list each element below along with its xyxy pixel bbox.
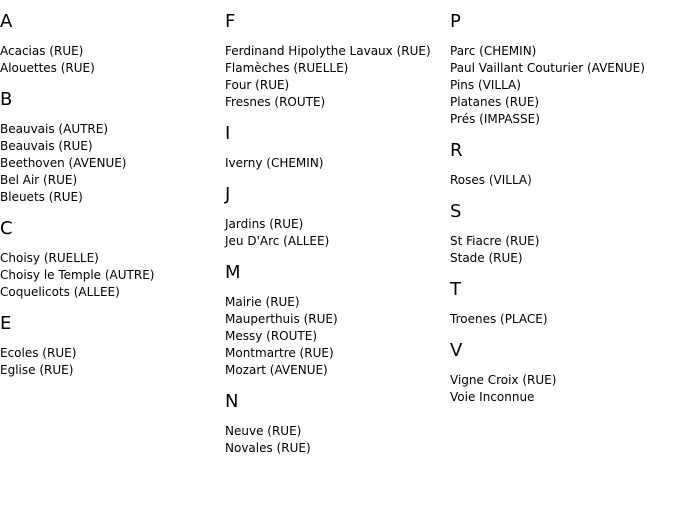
street-item: Jeu D'Arc (ALLEE) xyxy=(225,234,330,248)
letter-group xyxy=(450,201,672,267)
street-item: Stade (RUE) xyxy=(450,251,523,265)
letter-heading: C xyxy=(0,218,13,239)
letter-heading: T xyxy=(450,279,461,300)
letter-group xyxy=(450,140,672,189)
street-item: Bel Air (RUE) xyxy=(0,173,78,187)
street-item: Four (RUE) xyxy=(225,78,290,92)
letter-heading: J xyxy=(225,184,231,205)
street-item: Iverny (CHEMIN) xyxy=(225,156,324,170)
street-item: St Fiacre (RUE) xyxy=(450,234,540,248)
street-item: Novales (RUE) xyxy=(225,441,311,455)
street-item: Pins (VILLA) xyxy=(450,78,521,92)
letter-heading: N xyxy=(225,391,239,412)
letter-heading: A xyxy=(0,11,13,32)
index-column xyxy=(450,11,672,418)
street-item: Ferdinand Hipolythe Lavaux (RUE) xyxy=(225,44,431,58)
street-item: Prés (IMPASSE) xyxy=(450,112,540,126)
letter-group xyxy=(225,262,447,379)
street-item: Beauvais (RUE) xyxy=(0,139,93,153)
street-item: Neuve (RUE) xyxy=(225,424,302,438)
street-item: Coquelicots (ALLEE) xyxy=(0,285,120,299)
letter-group xyxy=(0,11,222,77)
street-item: Choisy le Temple (AUTRE) xyxy=(0,268,155,282)
street-item: Alouettes (RUE) xyxy=(0,61,95,75)
letter-group xyxy=(450,340,672,406)
street-item: Fresnes (ROUTE) xyxy=(225,95,326,109)
street-item: Choisy (RUELLE) xyxy=(0,251,99,265)
index-column xyxy=(0,11,222,391)
letter-heading: E xyxy=(0,313,12,334)
street-item: Bleuets (RUE) xyxy=(0,190,83,204)
letter-group xyxy=(450,279,672,328)
letter-group xyxy=(0,218,222,301)
street-item: Troenes (PLACE) xyxy=(450,312,548,326)
street-item: Mauperthuis (RUE) xyxy=(225,312,338,326)
letter-group xyxy=(0,89,222,206)
street-item: Jardins (RUE) xyxy=(225,217,304,231)
street-item: Acacias (RUE) xyxy=(0,44,84,58)
street-item: Platanes (RUE) xyxy=(450,95,540,109)
street-item: Vigne Croix (RUE) xyxy=(450,373,557,387)
street-item: Voie Inconnue xyxy=(450,390,535,404)
letter-heading: B xyxy=(0,89,13,110)
street-item: Mairie (RUE) xyxy=(225,295,300,309)
street-item: Eglise (RUE) xyxy=(0,363,74,377)
street-item: Paul Vaillant Couturier (AVENUE) xyxy=(450,61,645,75)
letter-group xyxy=(225,123,447,172)
street-item: Mozart (AVENUE) xyxy=(225,363,328,377)
letter-group xyxy=(0,313,222,379)
index-column xyxy=(225,11,447,469)
street-item: Messy (ROUTE) xyxy=(225,329,317,343)
street-item: Flamèches (RUELLE) xyxy=(225,61,349,75)
letter-group xyxy=(450,11,672,128)
street-item: Parc (CHEMIN) xyxy=(450,44,537,58)
letter-heading: M xyxy=(225,262,241,283)
street-item: Roses (VILLA) xyxy=(450,173,532,187)
letter-heading: R xyxy=(450,140,463,161)
street-item: Ecoles (RUE) xyxy=(0,346,77,360)
letter-heading: I xyxy=(225,123,231,144)
letter-group xyxy=(225,11,447,111)
letter-heading: S xyxy=(450,201,462,222)
street-item: Beethoven (AVENUE) xyxy=(0,156,127,170)
street-item: Montmartre (RUE) xyxy=(225,346,334,360)
letter-heading: P xyxy=(450,11,461,32)
letter-heading: V xyxy=(450,340,463,361)
letter-group xyxy=(225,184,447,250)
letter-heading: F xyxy=(225,11,236,32)
letter-group xyxy=(225,391,447,457)
street-item: Beauvais (AUTRE) xyxy=(0,122,109,136)
